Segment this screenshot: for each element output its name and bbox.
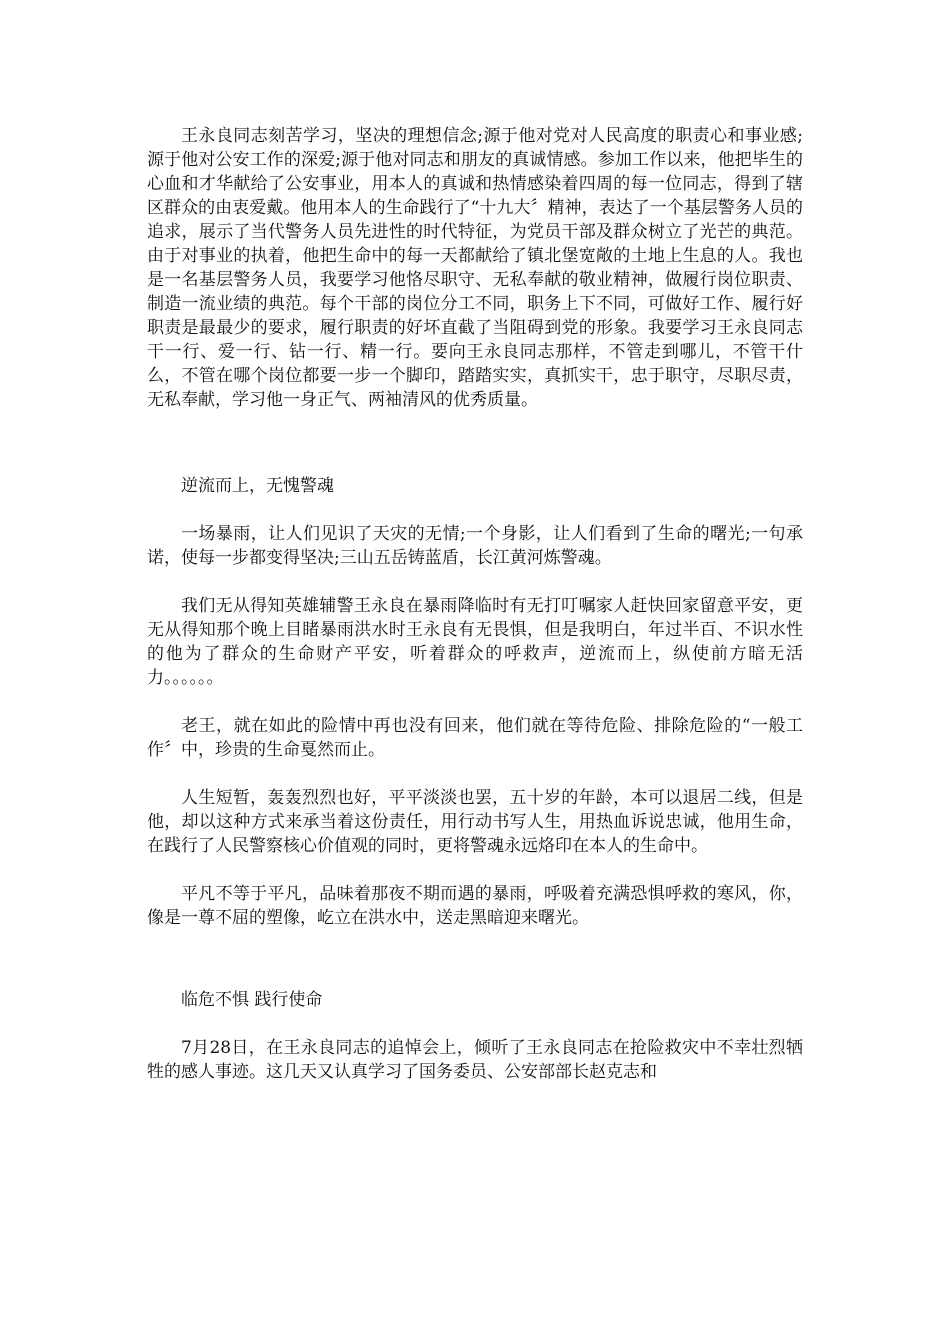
paragraph-5: 人生短暂，轰轰烈烈也好，平平淡淡也罢，五十岁的年龄，本可以退居二线，但是他，却以这种方式来承当着这份责任，用行动书写人生，用热血诉说忠诚，他用生命，在践行了人民警察核心价值观的同时，更将警魂永远烙印在本人的生命中。 [147,788,803,856]
section-heading-1: 逆流而上，无愧警魂 [181,476,334,496]
paragraph-2: 一场暴雨，让人们见识了天灾的无情;一个身影，让人们看到了生命的曙光;一句承诺，使每一步都变得坚决;三山五岳铸蓝盾，长江黄河炼警魂。 [147,524,803,568]
section-heading-2: 临危不惧 践行使命 [181,990,323,1010]
paragraph-3: 我们无从得知英雄辅警王永良在暴雨降临时有无打叮嘱家人赶快回家留意平安，更无从得知那个晚上目睹暴雨洪水时王永良有无畏惧，但是我明白，年过半百、不识水性的他为了群众的生命财产平安，听着群众的呼救声，逆流而上，纵使前方暗无活力。。。。。。 [147,596,803,688]
paragraph-1: 王永良同志刻苦学习，坚决的理想信念;源于他对党对人民高度的职责心和事业感;源于他对公安工作的深爱;源于他对同志和朋友的真诚情感。参加工作以来，他把毕生的心血和才华献给了公安事业，用本人的真诚和热情感染着四周的每一位同志，得到了辖区群众的由衷爱戴。他用本人的生命践行了“十九大〞精神，表达了一个基层警务人员的追求，展示了当代警务人员先进性的时代特征，为党员干部及群众树立了光芒的典范。由于对事业的执着，他把生命中的每一天都献给了镇北堡宽敞的土地上生息的人。我也是一名基层警务人员，我要学习他恪尽职守、无私奉献的敬业精神，做履行岗位职责、制造一流业绩的典范。每个干部的岗位分工不同，职务上下不同，可做好工作、履行好职责是最最少的要求，履行职责的好坏直截了当阻碍到党的形象。我要学习王永良同志干一行、爱一行、钻一行、精一行。要向王永良同志那样，不管走到哪儿，不管干什么，不管在哪个岗位都要一步一个脚印，踏踏实实，真抓实干，忠于职守，尽职尽责，无私奉献，学习他一身正气、两袖清风的优秀质量。 [147,126,803,410]
paragraph-7: 7月28日，在王永良同志的追悼会上，倾听了王永良同志在抢险救灾中不幸壮烈牺牲的感人事迹。这几天又认真学习了国务委员、公安部部长赵克志和 [147,1038,803,1082]
document-body [147,124,803,1108]
paragraph-6: 平凡不等于平凡，品味着那夜不期而遇的暴雨，呼吸着充满恐惧呼救的寒风，你，像是一尊不屈的塑像，屹立在洪水中，送走黑暗迎来曙光。 [147,884,803,928]
paragraph-4: 老王，就在如此的险情中再也没有回来，他们就在等待危险、排除危险的“一般工作〞中，珍贵的生命戛然而止。 [147,716,803,760]
